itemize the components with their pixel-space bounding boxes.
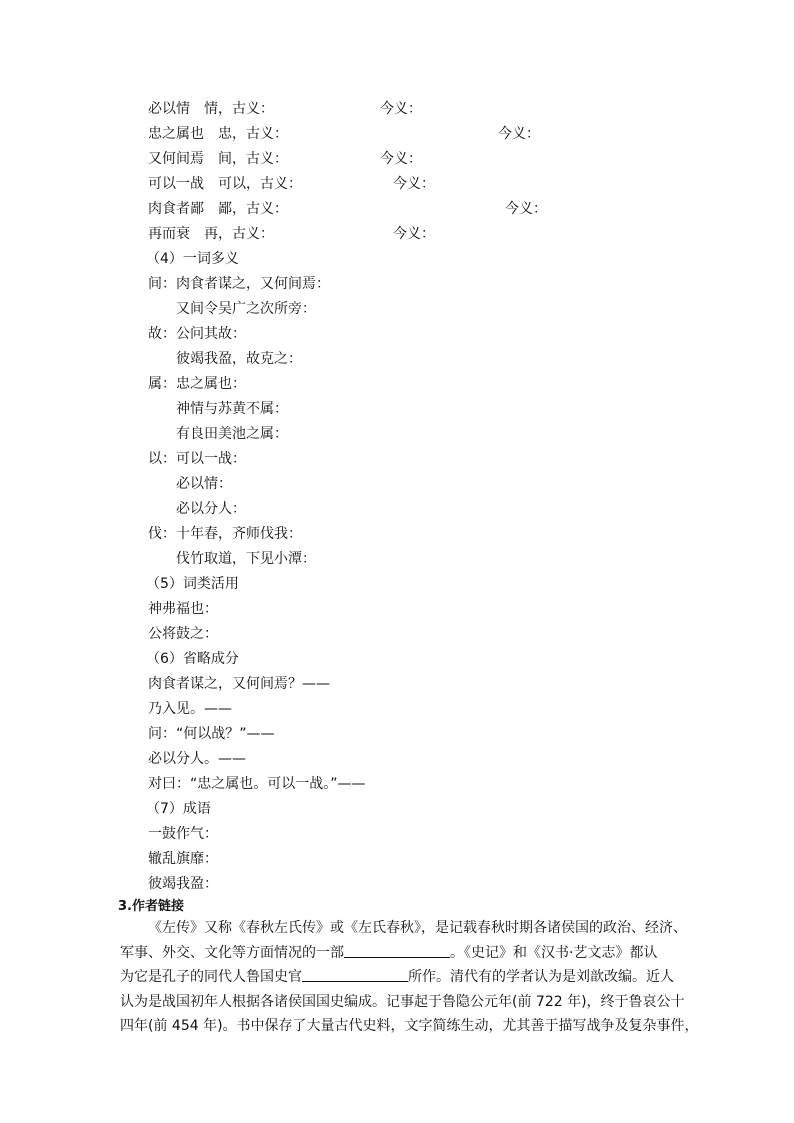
gujin-row-zhong-term: 忠之属也 忠，古义： — [148, 126, 288, 142]
duoyi-jian-char: 间： — [148, 276, 176, 292]
fill-blank-book-type[interactable] — [344, 943, 450, 958]
shenglue-line2: 乃入见。—— — [148, 701, 232, 717]
gujin-row-bi-jin: 今义： — [505, 201, 547, 217]
duoyi-shu-char: 属： — [148, 376, 176, 392]
author-para-line2-b: 。《史记》和《汉书·艺文志》都认 — [450, 944, 658, 961]
section-title-cilei: （5）词类活用 — [146, 576, 239, 592]
shenglue-line4: 必以分人。—— — [148, 751, 246, 767]
gujin-row-jian-jin: 今义： — [380, 151, 422, 167]
duoyi-yi-line2: 必以情： — [176, 476, 232, 492]
shenglue-line3: 问：“何以战？”—— — [148, 726, 275, 742]
cilei-line2: 公将鼓之： — [148, 626, 218, 642]
duoyi-fa-line2: 伐竹取道，下见小潭： — [176, 551, 316, 567]
section-title-duoyi: （4）一词多义 — [146, 251, 239, 267]
duoyi-shu-line3: 有良田美池之属： — [176, 426, 288, 442]
fill-blank-historian[interactable] — [302, 967, 408, 982]
section-heading-author: 3.作者链接 — [118, 899, 184, 914]
gujin-row-keyi-jin: 今义： — [393, 176, 435, 192]
duoyi-shu-line2: 神情与苏黄不属： — [176, 401, 288, 417]
duoyi-gu-line2: 彼竭我盈，故克之： — [176, 351, 302, 367]
author-para-line1: 《左传》又称《春秋左氏传》或《左氏春秋》，是记载春秋时期各诸侯国的政治、经济、 — [148, 920, 687, 936]
gujin-row-bi-term: 肉食者鄙 鄙，古义： — [148, 201, 288, 217]
duoyi-gu-char: 故： — [148, 326, 176, 342]
author-paragraph — [120, 916, 699, 1039]
section-title-chengyu: （7）成语 — [146, 801, 211, 817]
gujin-row-zhong-jin: 今义： — [498, 126, 540, 142]
gujin-row-qing-term: 必以情 情，古义： — [148, 101, 274, 117]
author-para-line3 — [120, 965, 680, 990]
cilei-line1: 神弗福也： — [148, 601, 218, 617]
duoyi-jian-line1: 肉食者谋之，又何间焉： — [176, 276, 330, 292]
author-para-line3-b: 所作。清代有的学者认为是刘歆改编。近人 — [408, 969, 674, 985]
chengyu-line1: 一鼓作气： — [148, 826, 218, 842]
gujin-row-jian-term: 又何间焉 间，古义： — [148, 151, 288, 167]
duoyi-yi-line3: 必以分人： — [176, 501, 246, 517]
chengyu-line3: 彼竭我盈： — [148, 876, 218, 892]
duoyi-yi-char: 以： — [148, 451, 176, 467]
duoyi-shu-line1: 忠之属也： — [176, 376, 246, 392]
author-para-line4: 认为是战国初年人根据各诸侯国国史编成。记事起于鲁隐公元年(前 722 年)，终于鲁哀公十 — [120, 993, 685, 1010]
chengyu-line2: 辙乱旗靡： — [148, 851, 218, 867]
shenglue-line5: 对曰：“忠之属也。可以一战。”—— — [148, 776, 366, 792]
author-para-line5: 四年(前 454 年)。书中保存了大量古代史料，文字简练生动，尤其善于描写战争及复杂事件， — [120, 1018, 699, 1034]
shenglue-line1: 肉食者谋之，又何间焉？—— — [148, 676, 330, 692]
gujin-row-zai-jin: 今义： — [393, 226, 435, 242]
duoyi-jian-line2: 又间令吴广之次所旁： — [176, 301, 316, 317]
duoyi-fa-line1: 十年春，齐师伐我： — [176, 526, 302, 542]
duoyi-yi-line1: 可以一战： — [176, 451, 246, 467]
author-para-line3-a: 为它是孔子的同代人鲁国史官 — [120, 969, 302, 985]
duoyi-gu-line1: 公问其故： — [176, 326, 246, 342]
duoyi-fa-char: 伐： — [148, 526, 176, 542]
author-para-line2-a: 军事、外交、文化等方面情况的一部 — [120, 944, 344, 961]
gujin-row-zai-term: 再而衰 再，古义： — [148, 226, 274, 242]
section-title-shenglue: （6）省略成分 — [146, 651, 239, 667]
author-para-line2 — [120, 941, 680, 966]
gujin-row-qing-jin: 今义： — [380, 101, 422, 117]
gujin-row-keyi-term: 可以一战 可以，古义： — [148, 176, 302, 192]
